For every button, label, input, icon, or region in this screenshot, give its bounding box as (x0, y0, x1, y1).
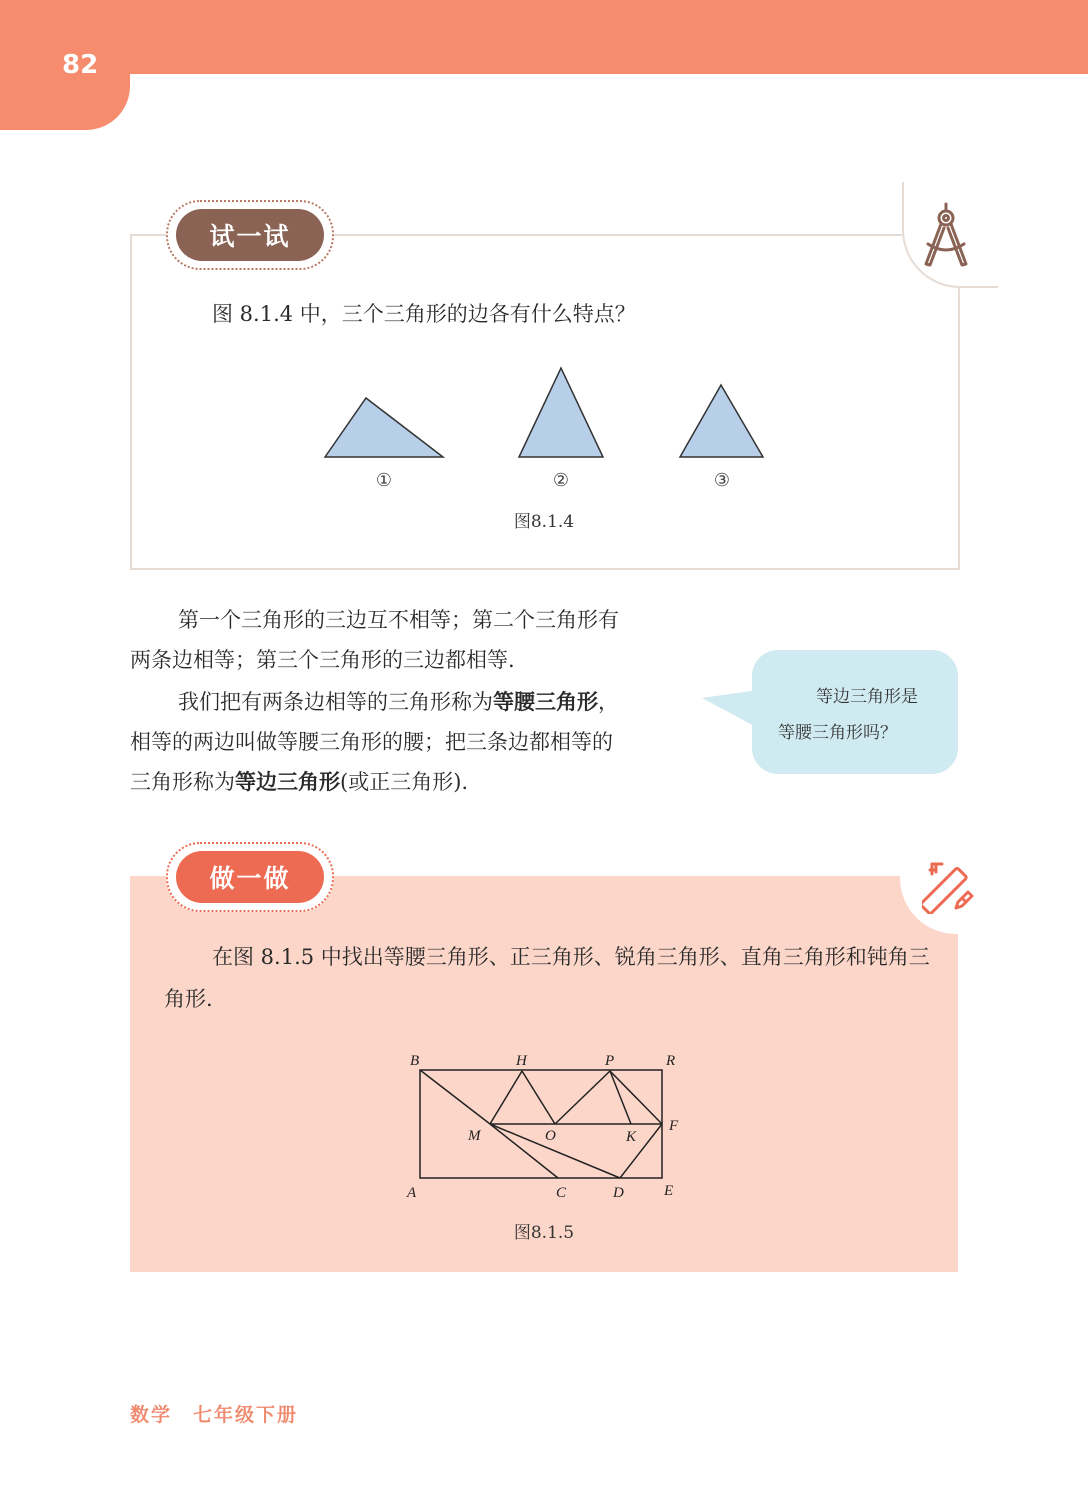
triangle-label-2: ② (552, 470, 570, 491)
do-question (164, 936, 934, 1020)
point-label-B: B (410, 1053, 420, 1069)
try-question: 图 8.1.4 中，三个三角形的边各有什么特点？ (212, 302, 636, 326)
triangles-figure (300, 355, 780, 465)
point-label-O: O (545, 1128, 556, 1144)
paragraph-2 (130, 682, 690, 802)
point-label-A: A (407, 1185, 417, 1201)
point-label-M: M (468, 1128, 481, 1144)
speech-bubble (752, 650, 958, 774)
pencil-ruler-icon (922, 858, 978, 914)
point-label-D: D (613, 1185, 624, 1201)
p2-line-3-tail: (或正三角形). (340, 770, 469, 794)
point-label-P: P (605, 1053, 615, 1069)
p2-line-1-punct: ， (598, 690, 619, 714)
point-label-H: H (516, 1053, 527, 1069)
p2-line-3-text: 三角形称为 (130, 770, 235, 794)
point-label-R: R (666, 1053, 676, 1069)
point-label-F: F (669, 1118, 679, 1134)
figure-caption-815: 图8.1.5 (513, 1223, 575, 1243)
point-label-K: K (626, 1129, 637, 1145)
triangle-isosceles (519, 368, 603, 457)
page-number: 82 (62, 50, 99, 80)
triangle-label-1: ① (375, 470, 393, 491)
bubble-line-2: 等腰三角形吗？ (778, 723, 897, 743)
p1-line-2: 两条边相等；第三个三角形的三边都相等. (130, 648, 515, 672)
p1-line-1: 第一个三角形的三边互不相等；第二个三角形有 (178, 608, 619, 632)
do-badge-frame (166, 842, 334, 912)
geometry-figure-815 (390, 1040, 710, 1215)
bubble-line-1: 等边三角形是 (816, 687, 918, 707)
p2-line-2: 相等的两边叫做等腰三角形的腰；把三条边都相等的 (130, 730, 613, 754)
figure-caption-814: 图8.1.4 (513, 512, 575, 532)
triangle-equilateral (680, 385, 763, 457)
term-equilateral: 等边三角形 (235, 770, 340, 794)
point-label-E: E (664, 1183, 674, 1199)
p2-line-1-text: 我们把有两条边相等的三角形称为 (178, 690, 493, 714)
try-badge-frame (166, 200, 334, 270)
try-badge: 试一试 (176, 209, 324, 261)
header-band (0, 0, 1088, 74)
triangle-label-3: ③ (713, 470, 731, 491)
do-badge: 做一做 (176, 851, 324, 903)
footer-book-title: 数学 七年级下册 (130, 1404, 299, 1426)
triangle-scalene (325, 398, 443, 457)
compass-icon (918, 200, 974, 270)
paragraph-1 (130, 600, 690, 680)
do-question-text: 在图 8.1.5 中找出等腰三角形、正三角形、锐角三角形、直角三角形和钝角三角形. (164, 945, 930, 1011)
term-isosceles: 等腰三角形 (493, 690, 598, 714)
point-label-C: C (556, 1185, 567, 1201)
